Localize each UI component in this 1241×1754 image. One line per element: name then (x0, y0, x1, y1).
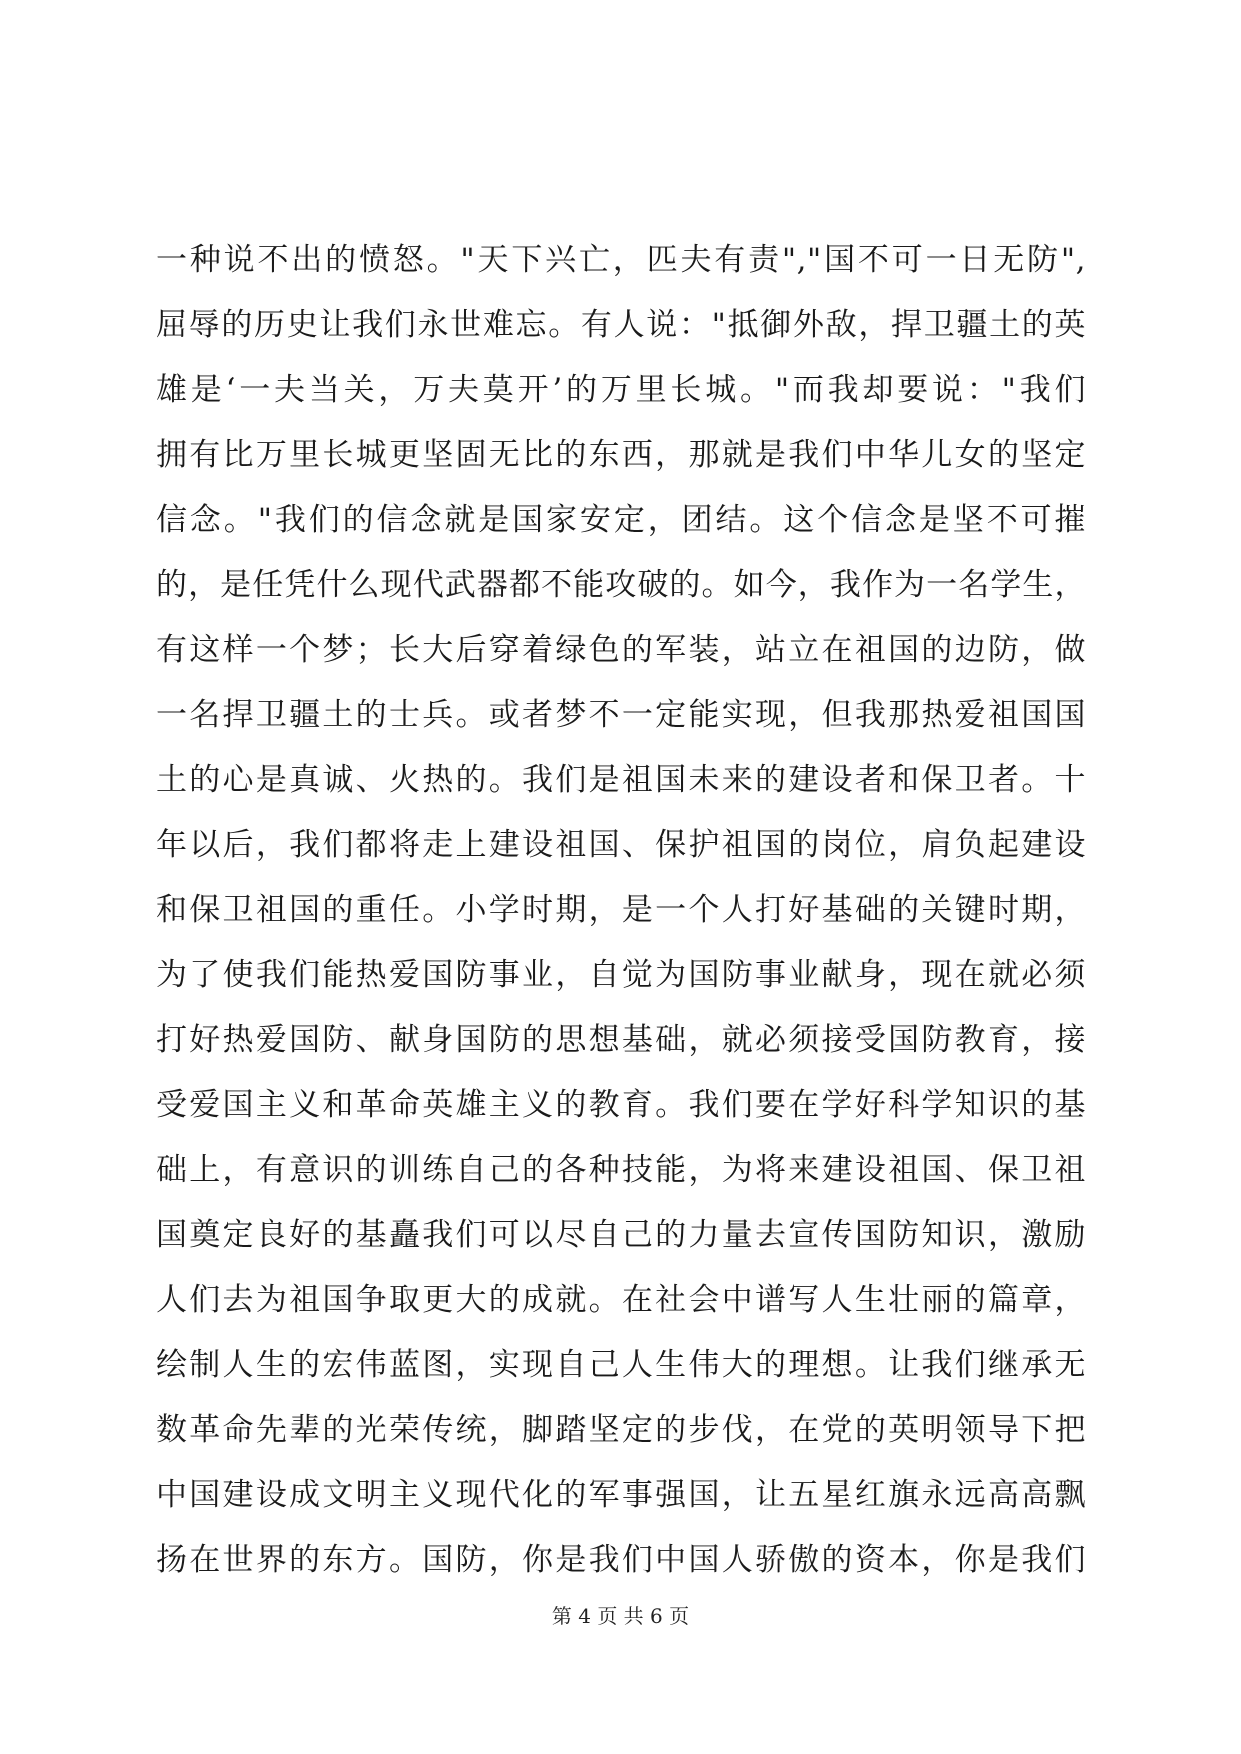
body-text (156, 228, 1086, 1593)
text-line: 的，是任凭什么现代武器都不能攻破的。如今，我作为一名学生， (156, 567, 1086, 603)
text-line: 和保卫祖国的重任。小学时期，是一个人打好基础的关键时期， (156, 892, 1086, 928)
text-line: 屈辱的历史让我们永世难忘。有人说："抵御外敌，捍卫疆土的英 (156, 307, 1086, 343)
text-line: 数革命先辈的光荣传统，脚踏坚定的步伐，在党的英明领导下把 (156, 1412, 1086, 1448)
text-line: 打好热爱国防、献身国防的思想基础，就必须接受国防教育，接 (156, 1022, 1086, 1058)
page-number: 第 4 页 共 6 页 (551, 1604, 690, 1628)
text-line: 扬在世界的东方。国防，你是我们中国人骄傲的资本，你是我们 (156, 1542, 1086, 1578)
text-line: 拥有比万里长城更坚固无比的东西，那就是我们中华儿女的坚定 (156, 437, 1086, 473)
text-line: 为了使我们能热爱国防事业，自觉为国防事业献身，现在就必须 (156, 957, 1086, 993)
text-line: 土的心是真诚、火热的。我们是祖国未来的建设者和保卫者。十 (156, 762, 1086, 798)
text-line: 础上，有意识的训练自己的各种技能，为将来建设祖国、保卫祖 (156, 1152, 1086, 1188)
text-line: 中国建设成文明主义现代化的军事强国，让五星红旗永远高高飘 (156, 1477, 1086, 1513)
text-line: 一名捍卫疆土的士兵。或者梦不一定能实现，但我那热爱祖国国 (156, 697, 1086, 733)
text-line: 受爱国主义和革命英雄主义的教育。我们要在学好科学知识的基 (156, 1087, 1086, 1123)
text-line: 绘制人生的宏伟蓝图，实现自己人生伟大的理想。让我们继承无 (156, 1347, 1086, 1383)
text-line: 人们去为祖国争取更大的成就。在社会中谱写人生壮丽的篇章， (156, 1282, 1086, 1318)
text-line: 年以后，我们都将走上建设祖国、保护祖国的岗位，肩负起建设 (156, 827, 1086, 863)
text-line: 雄是‘一夫当关，万夫莫开’的万里长城。"而我却要说："我们 (156, 372, 1086, 408)
text-line: 国奠定良好的基矗我们可以尽自己的力量去宣传国防知识，激励 (156, 1217, 1086, 1253)
page-footer (0, 1600, 1241, 1629)
text-line: 有这样一个梦；长大后穿着绿色的军装，站立在祖国的边防，做 (156, 632, 1086, 668)
text-line: 一种说不出的愤怒。"天下兴亡，匹夫有责","国不可一日无防", (156, 242, 1086, 278)
text-line: 信念。"我们的信念就是国家安定，团结。这个信念是坚不可摧 (156, 502, 1086, 538)
